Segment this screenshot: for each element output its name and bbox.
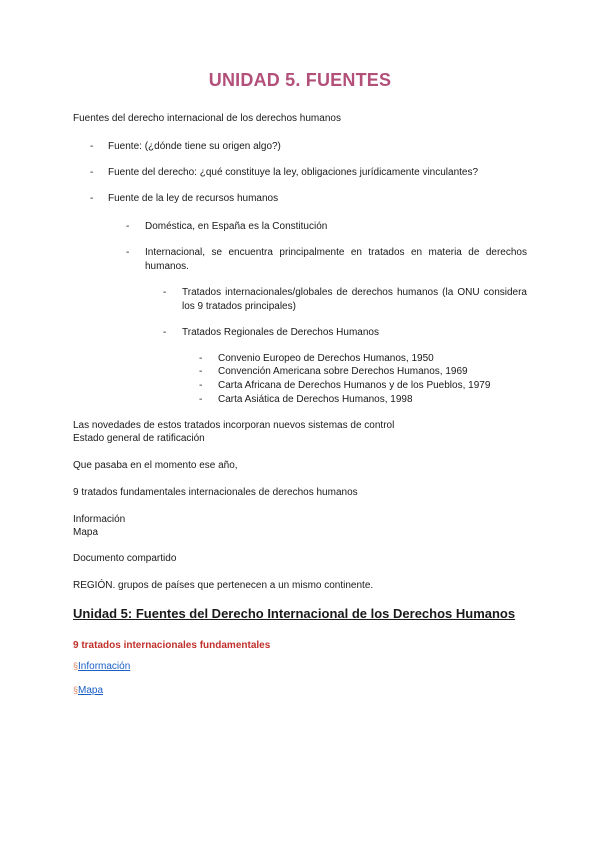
dash-bullet: -	[199, 394, 203, 405]
list-item: Fuente del derecho: ¿qué constituye la ley, obligaciones jurídicamente vinculantes?	[108, 167, 479, 178]
list-item: Carta Asiática de Derechos Humanos, 1998	[218, 394, 413, 405]
list-item: Convenio Europeo de Derechos Humanos, 1950	[218, 353, 434, 364]
list-item: Fuente de la ley de recursos humanos	[108, 193, 279, 204]
note-text: 9 tratados fundamentales internacionales de derechos humanos	[73, 487, 358, 498]
note-text: Mapa	[73, 527, 99, 538]
list-item: Doméstica, en España es la Constitución	[145, 221, 328, 232]
informacion-link[interactable]: Información	[78, 661, 131, 672]
link-line	[73, 661, 130, 672]
note-text: Que pasaba en el momento ese año,	[73, 460, 238, 471]
section-heading: Unidad 5: Fuentes del Derecho Internacional de los Derechos Humanos	[73, 606, 516, 621]
list-item: Fuente: (¿dónde tiene su origen algo?)	[108, 141, 281, 152]
dash-bullet: -	[199, 380, 203, 391]
list-item: Convención Americana sobre Derechos Humanos, 1969	[218, 366, 468, 377]
list-item: Tratados internacionales/globales de derechos humanos (la ONU considera los 9 tratados principales)	[182, 287, 527, 312]
dash-bullet: -	[90, 141, 94, 152]
dash-bullet: -	[199, 353, 203, 364]
dash-bullet: -	[90, 193, 94, 204]
page-title: UNIDAD 5. FUENTES	[208, 70, 392, 90]
intro-text: Fuentes del derecho internacional de los derechos humanos	[73, 113, 341, 124]
dash-bullet: -	[126, 221, 130, 232]
list-item: Tratados Regionales de Derechos Humanos	[182, 327, 379, 338]
note-text: Información	[73, 514, 126, 525]
mapa-link[interactable]: Mapa	[78, 685, 104, 696]
dash-bullet: -	[163, 327, 167, 338]
note-text: Las novedades de estos tratados incorporan nuevos sistemas de control	[73, 420, 395, 431]
link-line	[73, 685, 103, 696]
dash-bullet: -	[199, 366, 203, 377]
list-item: Carta Africana de Derechos Humanos y de los Pueblos, 1979	[218, 380, 491, 391]
dash-bullet: -	[90, 167, 94, 178]
section-bullet-icon: §	[73, 685, 79, 695]
section-bullet-icon: §	[73, 661, 79, 671]
note-text: Documento compartido	[73, 553, 177, 564]
note-text: REGIÓN. grupos de países que pertenecen a un mismo continente.	[73, 580, 374, 591]
note-text: Estado general de ratificación	[73, 433, 205, 444]
dash-bullet: -	[163, 287, 167, 298]
red-subheading: 9 tratados internacionales fundamentales	[73, 640, 271, 651]
dash-bullet: -	[126, 247, 130, 258]
list-item: Internacional, se encuentra principalmente en tratados en materia de derechos humanos.	[145, 247, 527, 272]
